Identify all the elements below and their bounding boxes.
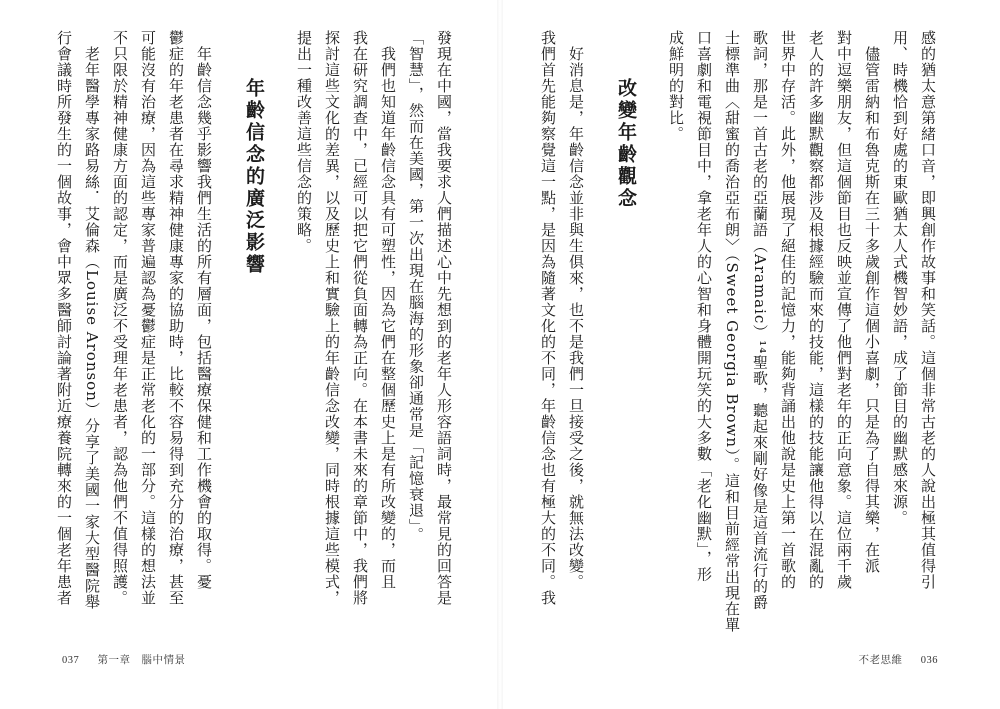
text-column: 鬱症的年老患者在尋求精神健康專家的協助時，比較不容易得到充分的治療，甚至 (167, 30, 185, 606)
section-spacer (590, 30, 612, 633)
text-column: 歌詞，那是一首古老的亞蘭語（Aramaic）¹⁴聖歌，聽起來剛好像是這首流行的爵 (751, 30, 769, 611)
left-page-text (50, 30, 458, 610)
text-column: 探討這些文化的差異，以及歷史上和實驗上的年齡信念改變，同時根據這些模式， (323, 30, 341, 606)
text-column: 提出一種改善這些信念的策略。 (295, 30, 313, 254)
left-page-footer (62, 652, 186, 667)
text-column: 對中逗樂朋友，但這個節目也反映並宣傳了他們對老年的正向意象。這位兩千歲 (835, 30, 853, 590)
text-column: 年齡信念幾乎影響我們生活的所有層面，包括醫療保健和工作機會的取得。憂 (195, 45, 213, 590)
text-column: 士標準曲〈甜蜜的喬治亞布朗〉（Sweet Georgia Brown）。這和目前經常出現在單 (723, 30, 741, 633)
text-column: 行會議時所發生的一個故事，會中眾多醫師討論著附近療養院轉來的一個老年患者 (55, 30, 73, 606)
section-spacer (218, 30, 240, 610)
section-spacer (640, 30, 662, 633)
text-column: 可能沒有治療，因為這些專家普遍認為憂鬱症是正常老化的一部分。這樣的想法並 (139, 30, 157, 606)
running-head: 不老思維 (858, 655, 903, 666)
right-page (500, 0, 1000, 709)
section-spacer (268, 30, 290, 610)
running-head: 第一章 腦中情景 (97, 655, 186, 666)
text-column: 好消息是，年齡信念並非與生俱來，也不是我們一旦接受之後，就無法改變。 (567, 45, 585, 590)
text-column: 口喜劇和電視節目中，拿老年人的心智和身體開玩笑的大多數「老化幽默」，形 (695, 30, 713, 583)
text-column: 儘管雷納和布魯克斯在三十多歲創作這個小喜劇，只是為了自得其樂，在派 (863, 45, 881, 574)
section-heading: 改變年齡觀念 (615, 78, 637, 210)
section-heading: 年齡信念的廣泛影響 (243, 78, 265, 276)
text-column: 不只限於精神健康方面的認定，而是廣泛不受理年老患者，認為他們不值得照護。 (111, 30, 129, 606)
text-column: 感的猶太意第緒口音，即興創作故事和笑話。這個非常古老的人說出極其值得引 (919, 30, 937, 590)
text-column: 老年醫學專家路易絲．艾倫森（Louise Aronson）分享了美國一家大型醫院舉 (83, 45, 101, 610)
text-column: 我們首先能夠察覺這一點，是因為隨著文化的不同，年齡信念也有極大的不同。我 (539, 30, 557, 606)
text-column: 我們也知道年齡信念具有可塑性，因為它們在整個歷史上是有所改變的，而且 (379, 45, 397, 590)
right-page-text (534, 30, 942, 633)
text-column: 世界中存活。此外，他展現了絕佳的記憶力，能夠背誦出他說是史上第一首歌的 (779, 30, 797, 590)
text-column: 用、時機恰到好處的東歐猶太人式機智妙語，成了節目的幽默感來源。 (891, 30, 909, 526)
text-column: 我在研究調查中，已經可以把它們從負面轉為正向。在本書未來的章節中，我們將 (351, 30, 369, 606)
text-column: 「智慧」，然而在美國，第一次出現在腦海的形象卻通常是「記憶衰退」。 (407, 30, 425, 543)
text-column: 老人的許多幽默觀察都涉及根據經驗而來的技能，這樣的技能讓他得以在混亂的 (807, 30, 825, 590)
text-column: 成鮮明的對比。 (667, 30, 685, 142)
text-column: 發現在中國，當我要求人們描述心中先想到的老年人形容語詞時，最常見的回答是 (435, 30, 453, 606)
page-number: 037 (62, 655, 80, 666)
page-number: 036 (920, 655, 938, 666)
right-page-footer (859, 652, 939, 667)
